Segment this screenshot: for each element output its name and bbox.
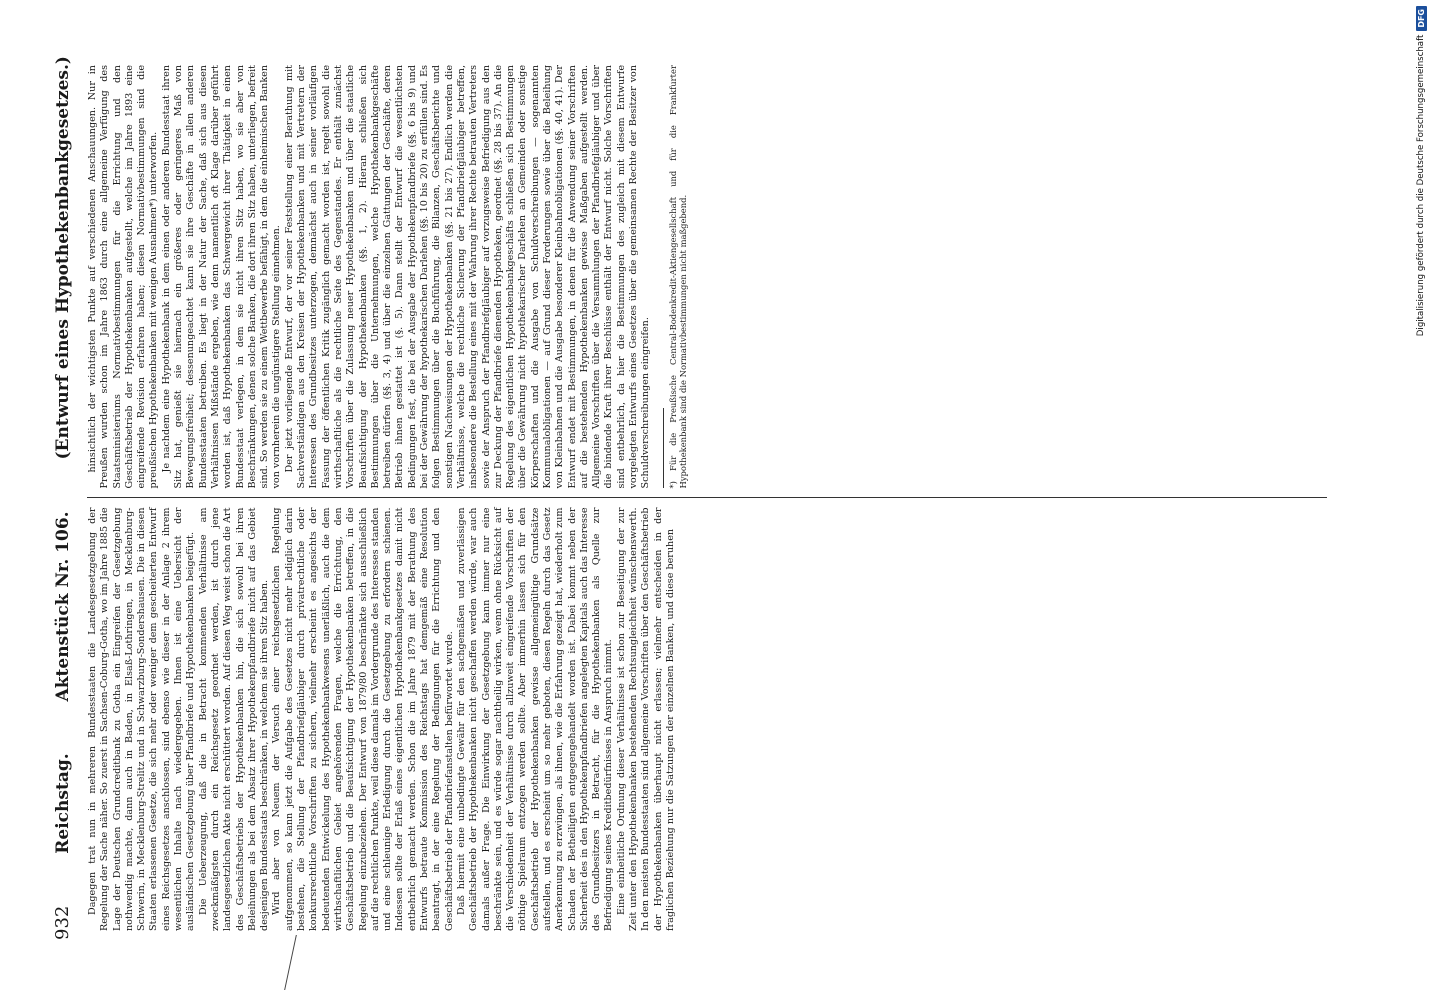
running-header [52,56,73,940]
paragraph: Wird aber von Neuem der Versuch einer reichsgesetzlichen Regelung aufgenommen, so kann jetzt die Aufgabe des Gesetzes nicht mehr lediglich darin bestehen, die Stellung der Pfandbriefgläubiger durch privatrechtliche oder konkursrechtliche Vorschriften zu sichern, vielmehr erscheint es angesichts der bedeutenden Entwickelung des Hypothekenbankwesens unerläßlich, auch die dem wirthschaftlichen Gebiet angehörenden Fragen, welche die Errichtung, den Geschäftsbetrieb und die Beaufsichtigung der Hypothekenbanken betreffen, in die Regelung einzubeziehen. Der Entwurf von 1879/80 beschränkte sich ausschließlich auf die rechtlichen Punkte, weil diese damals im Vordergrunde des Interesses standen und eine schleunige Erledigung durch die Gesetzgebung zu erfordern schienen. Indessen sollte der Erlaß eines eigentlichen Hypothekenbankgesetzes damit nicht entbehrlich gemacht werden. Schon die im Jahre 1879 mit der Berathung des Entwurfs betraute Kommission des Reichstags hat demgemäß eine Resolution beantragt, in der eine Regelung der Bedingungen für die Errichtung und den Geschäftsbetrieb der Pfandbriefanstalten befürwortet wurde. [271,507,455,931]
document-number: Aktenstück Nr. 106. [53,511,73,702]
paragraph: hinsichtlich der wichtigsten Punkte auf verschiedenen Anschauungen. Nur in Preußen wurden schon im Jahre 1863 durch eine allgemeine Verfügung des Staatsministeriums Normativbestimmungen für die Errichtung und den Geschäftsbetrieb der Hypothekenbanken aufgestellt, welche im Jahre 1893 eine eingreifende Revision erfahren haben; diesen Normativbestimmungen sind die preußischen Hypothekenbanken mit wenigen Ausnahmen*) unterworfen. [87,65,160,489]
paragraph: Der jetzt vorliegende Entwurf, der vor seiner Feststellung einer Berathung mit Sachverständigen aus den Kreisen der Hypothekenbanken und mit Vertretern der Interessen des Grundbesitzes unterzogen, demnächst auch in seiner vorläufigen Fassung der öffentlichen Kritik zugänglich gemacht worden ist, regelt sowohl die wirthschaftliche als die rechtliche Seite des Gegenstandes. Er enthält zunächst Vorschriften über die Zulassung neuer Hypothekenbanken und über die staatliche Beaufsichtigung der Hypothekenbanken (§§. 1, 2). Hieran schließen sich Bestimmungen über die Unternehmungen, welche Hypothekenbankgeschäfte betreiben dürfen (§§. 3, 4) und über die einzelnen Gattungen der Geschäfte, deren Betrieb ihnen gestattet ist (§. 5). Dann stellt der Entwurf die wesentlichsten Bedingungen fest, die bei der Ausgabe der Hypothekenpfandbriefe (§§. 6 bis 9) und bei der Gewährung der hypothekarischen Darlehen (§§. 10 bis 20) zu erfüllen sind. Es folgen Bestimmungen über die Buchführung, die Bilanzen, Geschäftsberichte und sonstigen Nachweisungen der Hypothekenbanken (§§. 21 bis 27). Endlich werden die Verhältnisse, welche die rechtliche Sicherung der Pfandbriefgläubiger betreffen, insbesondere die Bestellung eines mit der Wahrung ihrer Rechte betrauten Vertreters sowie der Anspruch der Pfandbriefgläubiger auf vorzugsweise Befriedigung aus den zur Deckung der Pfandbriefe dienenden Hypotheken, geordnet (§§. 28 bis 37). An die Regelung des eigentlichen Hypothekenbankgeschäfts schließen sich Bestimmungen über die Gewährung nicht hypothekarischer Darlehen an Gemeinden oder sonstige Körperschaften und die Ausgabe von Schuldverschreibungen — sogenannten Kommunalobligationen — auf Grund dieser Forderungen sowie über die Beleihung von Kleinbahnen und die Ausgabe besonderer Kleinbahnobligationen (§§. 40, 41). Der Entwurf endet mit Bestimmungen, in denen für die Anwendung seiner Vorschriften auf die bestehenden Hypothekenbanken gewisse Maßgaben aufgestellt werden. Allgemeine Vorschriften über die Versammlungen der Pfandbriefgläubiger und über die bindende Kraft ihrer Beschlüsse enthält der Entwurf nicht. Solche Vorschriften sind entbehrlich, da hier die Bestimmungen des zugleich mit diesem Entwurfe vorgelegten Entwurfs eines Gesetzes über die gemeinsamen Rechte der Besitzer von Schuldverschreibungen eingreifen. [283,65,652,489]
footnote-rule [663,409,664,489]
footnote: *) Für die Preußische Central-Bodenkredit-Aktiengesellschaft und für die Frankfurter Hypothekenbank sind die Normativbestimmungen nicht maßgebend. [667,65,689,489]
page-number: 932 [52,905,73,940]
paragraph: Je nachdem eine Hypothekenbank in dem einen oder anderen Bundesstaat ihren Sitz hat, genießt sie hiernach ein größeres oder geringeres Maß von Bewegungsfreiheit; dessenungeachtet kann sie ihre Geschäfte in allen anderen Bundesstaaten betreiben. Es liegt in der Natur der Sache, daß sich aus diesen Verhältnissen Mißstände ergeben, wie denn namentlich oft Klage darüber geführt worden ist, daß Hypothekenbanken das Schwergewicht ihrer Thätigkeit in einen Bundesstaat verlegen, in dem sie nicht ihren Sitz haben, wo sie aber von Beschränkungen, denen solche Banken, die dort ihren Sitz haben, unterliegen, befreit sind. So werden sie zu einem Wettbewerbe befähigt, in dem die einheimischen Banken von vornherein die ungünstigere Stellung einnehmen. [160,65,283,489]
text-columns [87,56,1327,940]
header-left-title: Reichstag. [53,753,73,854]
credit-text: Digitalisierung gefördert durch die Deutsche Forschungsgemeinschaft [1416,34,1426,337]
dfg-logo: DFG [1416,6,1427,31]
paragraph: Daß hiermit eine unbedingte Gewähr für den sachgemäßen und zuverlässigen Geschäftsbetrieb der Hypothekenbanken nicht geschaffen werden würde, war auch damals außer Frage. Die Einwirkung der Gesetzgebung kann immer nur eine beschränkte sein, und es würde sogar nachtheilig wirken, wenn ohne Rücksicht auf die Verschiedenheit der Verhältnisse durch allzuweit eingreifende Vorschriften der nöthige Spielraum entzogen werden sollte. Aber immerhin lassen sich für den Geschäftsbetrieb der Hypothekenbanken gewisse allgemeingültige Grundsätze aufstellen, und es erscheint um so mehr geboten, diesen Regeln durch das Gesetz Anerkennung zu erzwingen, als ihnen, wie die Erfahrung gezeigt hat, wiederholt zum Schaden der Betheiligten entgegengehandelt worden ist. Dabei kommt neben der Sicherheit des in den Hypothekenpfandbriefen angelegten Kapitals auch das Interesse des Grundbesitzers in Betracht, für die Hypothekenbanken als Quelle zur Befriedigung seines Kreditbedürfnisses in Anspruch nimmt. [455,507,615,931]
digitization-credit [1412,6,1430,996]
column-divider [87,498,1327,499]
left-column [87,499,1327,941]
paragraph: Eine einheitliche Ordnung dieser Verhältnisse ist schon zur Beseitigung der zur Zeit unter den Hypothekenbanken bestehenden Rechtsungleichheit wünschenswerth. In den meisten Bundesstaaten sind allgemeine Vorschriften über den Geschäftsbetrieb der Hypothekenbanken überhaupt nicht erlassen; vielmehr entscheiden in der fraglichen Beziehung nur die Satzungen der einzelnen Banken, und diese beruhen [615,507,676,931]
document-title: (Entwurf eines Hypothekenbankgesetzes.) [53,56,73,460]
paragraph: Die Ueberzeugung, daß die in Betracht kommenden Verhältnisse am zweckmäßigsten durch ein Reichsgesetz geordnet werden, ist durch jene landesgesetzlichen Akte nicht erschüttert worden. Auf diesen Weg weist schon die Art des Geschäftsbetriebs der Hypothekenbanken hin, die sich sowohl bei ihren Beleihungen als bei dem Absatz ihrer Hypothekenpfandbriefe nicht auf das Gebiet desjenigen Bundesstaats beschränken, in welchem sie ihren Sitz haben. [197,507,271,931]
right-column [87,56,1327,498]
paragraph: Dagegen trat nun in mehreren Bundesstaaten die Landesgesetzgebung der Regelung der Sache näher. So zuerst in Sachsen-Coburg-Gotha, wo im Jahre 1885 die Lage der Deutschen Grundcreditbank zu Gotha ein Eingreifen der Gesetzgebung nothwendig machte, dann auch in Baden, in Elsaß-Lothringen, in Mecklenburg-Schwerin, in Mecklenburg-Strelitz und in Schwarzburg-Sondershausen. Die in diesen Staaten erlassenen Gesetze, die sich mehr oder weniger dem gescheiterten Entwurf eines Reichsgesetzes anschlossen, sind ebenso wie dieser in der Anlage 2 ihrem wesentlichen Inhalte nach wiedergegeben. Ihnen ist eine Uebersicht der ausländischen Gesetzgebung über Pfandbriefe und Hypothekenbanken beigefügt. [87,507,197,931]
